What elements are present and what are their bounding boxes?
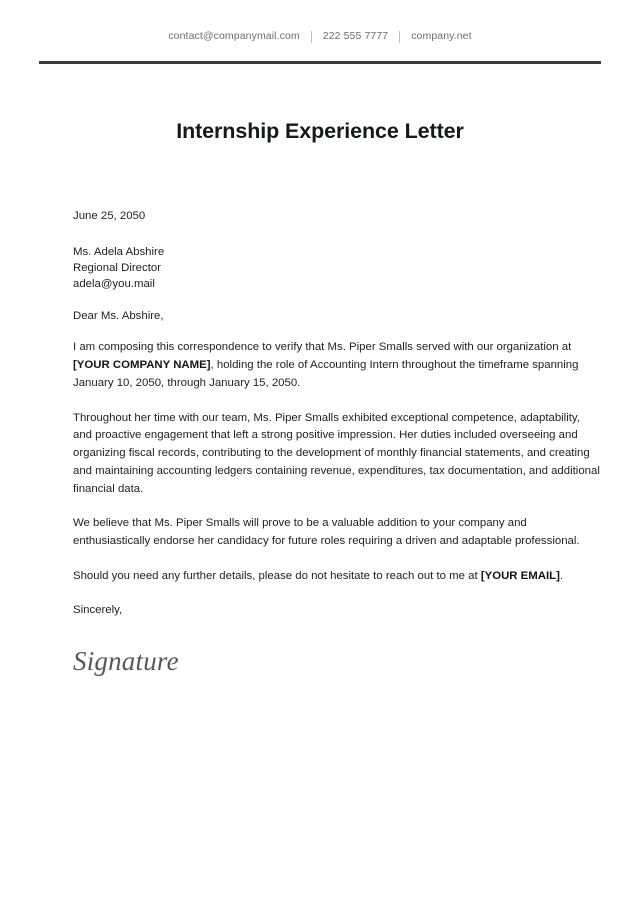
contact-info-line (168, 30, 471, 43)
paragraph-2: Throughout her time with our team, Ms. Piper Smalls exhibited exceptional competence, adaptability, and proactive engagement that left a strong positive impression. Her duties included overseeing and organizing fiscal records, contributing to the development of monthly financial statements, and creating and maintaining accounting ledgers containing revenue, expenditures, tax documentation, and additional financial data. (73, 411, 600, 495)
paragraph-4-text-after: . (559, 570, 564, 583)
letter-body (0, 144, 640, 677)
paragraph-1-text-before: I am composing this correspondence to verify that Ms. Piper Smalls served with our organization at (73, 341, 572, 354)
page-title: Internship Experience Letter (176, 119, 464, 143)
recipient-block (73, 226, 600, 293)
company-name-placeholder: [YOUR COMPANY NAME] (73, 359, 211, 372)
contact-email: contact@companymail.com (168, 30, 300, 42)
paragraph-1-text-after: , holding the role of Accounting Intern throughout the timeframe spanning January 10, 2050, through January 15, 2050. (73, 359, 579, 389)
contact-separator-icon (399, 31, 400, 43)
recipient-name: Ms. Adela Abshire (73, 245, 165, 258)
email-placeholder: [YOUR EMAIL] (480, 570, 560, 583)
paragraph-1 (73, 322, 600, 392)
recipient-job-title: Regional Director (73, 261, 161, 274)
paragraph-4-text-before: Should you need any further details, please do not hesitate to reach out to me at (73, 570, 481, 583)
letter-date: June 25, 2050 (73, 210, 146, 222)
salutation: Dear Ms. Abshire, (73, 310, 164, 323)
contact-website: company.net (411, 30, 472, 42)
recipient-email: adela@you.mail (73, 278, 155, 291)
paragraph-4 (73, 551, 600, 586)
contact-phone: 222 555 7777 (322, 30, 389, 42)
letterhead (0, 0, 640, 64)
signature: Signature (73, 645, 179, 676)
closing: Sincerely, (73, 603, 123, 616)
contact-separator-icon (311, 31, 312, 43)
paragraph-3: We believe that Ms. Piper Smalls will prove to be a valuable addition to your company and enthusiastically endorse her candidacy for future roles requiring a driven and adaptable professional. (73, 517, 580, 548)
